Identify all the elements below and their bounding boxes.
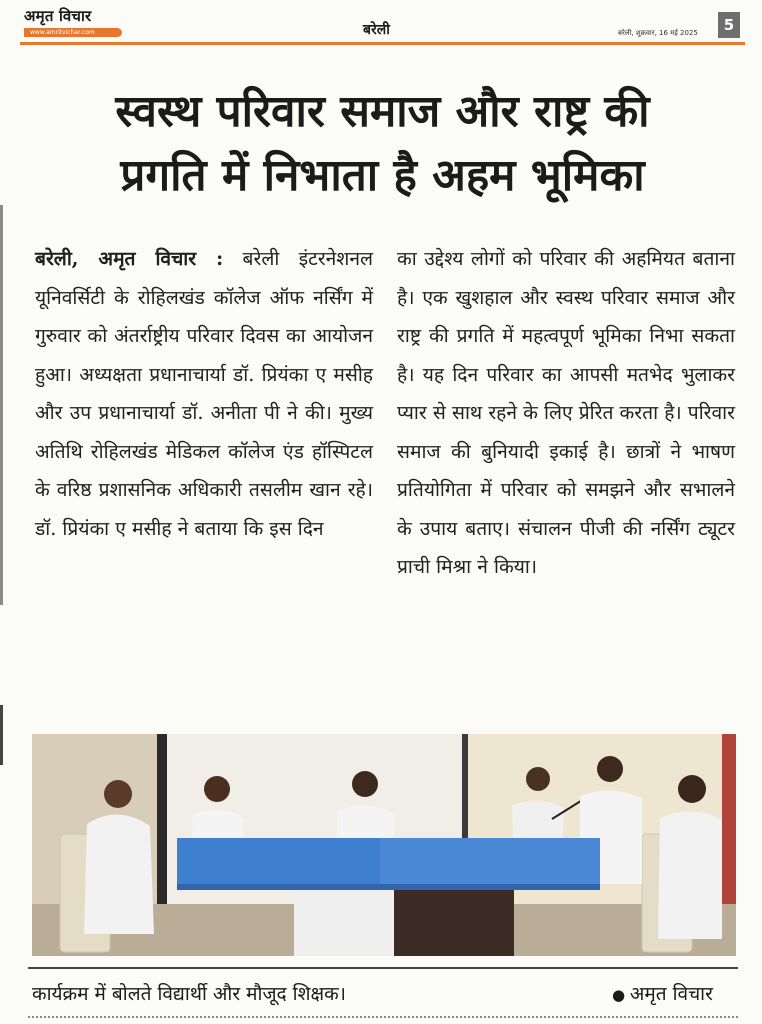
bullet-icon: ● [612,986,630,1004]
article-column-1 [35,240,373,710]
issue-date: बरेली, शुक्रवार, 16 मई 2025 [618,29,698,37]
brand-logo [24,6,122,37]
event-photo-illustration [32,734,736,956]
section-city: बरेली [363,22,390,38]
article-column-1-text: बरेली इंटरनेशनल यूनिवर्सिटी के रोहिलखंड कॉलेज ऑफ नर्सिंग में गुरुवार को अंतर्राष्ट्रीय परिवार दिवस का आयोजन हुआ। अध्यक्षता प्रधानाचार्या डॉ. प्रियंका ए मसीह और उप प्रधानाचार्या डॉ. अनीता पी ने की। मुख्य अतिथि रोहिलखंड मेडिकल कॉलेज एंड हॉस्पिटल के वरिष्ठ प्रशासनिक अधिकारी तसलीम खान रहे। डॉ. प्रियंका ए मसीह ने बताया कि इस दिन [35,247,373,540]
brand-url: www.amritvichar.com [24,28,122,37]
bottom-rule [28,1016,738,1018]
headline-line-2: प्रगति में निभाता है अहम भूमिका [120,150,645,201]
page-edge-mark [0,205,3,605]
article-dateline: बरेली, अमृत विचार : [35,247,224,270]
masthead-rule [20,42,745,45]
photo-caption: कार्यक्रम में बोलते विद्यार्थी और मौजूद शिक्षक। [32,983,346,1005]
page-edge-mark [0,705,3,765]
headline-line-1: स्वस्थ परिवार समाज और राष्ट्र की [115,86,650,137]
event-photo [32,734,736,956]
article-column-2 [397,240,735,710]
photo-credit-text: अमृत विचार [629,983,713,1005]
brand-name: अमृत विचार [24,7,92,25]
page-number: 5 [718,12,740,38]
article-column-2-text: का उद्देश्य लोगों को परिवार की अहमियत बताना है। एक खुशहाल और स्वस्थ परिवार समाज और राष्ट्र की प्रगति में महत्वपूर्ण भूमिका निभा सकता है। यह दिन परिवार का आपसी मतभेद भुलाकर प्यार से साथ रहने के लिए प्रेरित करता है। परिवार समाज की बुनियादी इकाई है। छात्रों ने भाषण प्रतियोगिता में परिवार को समझने और सभालने के उपाय बताए। संचालन पीजी की नर्सिंग ट्यूटर प्राची मिश्रा ने किया। [397,247,735,578]
photo-credit [612,980,713,1006]
caption-rule [28,967,738,969]
masthead [0,0,762,48]
article-headline [20,80,745,208]
